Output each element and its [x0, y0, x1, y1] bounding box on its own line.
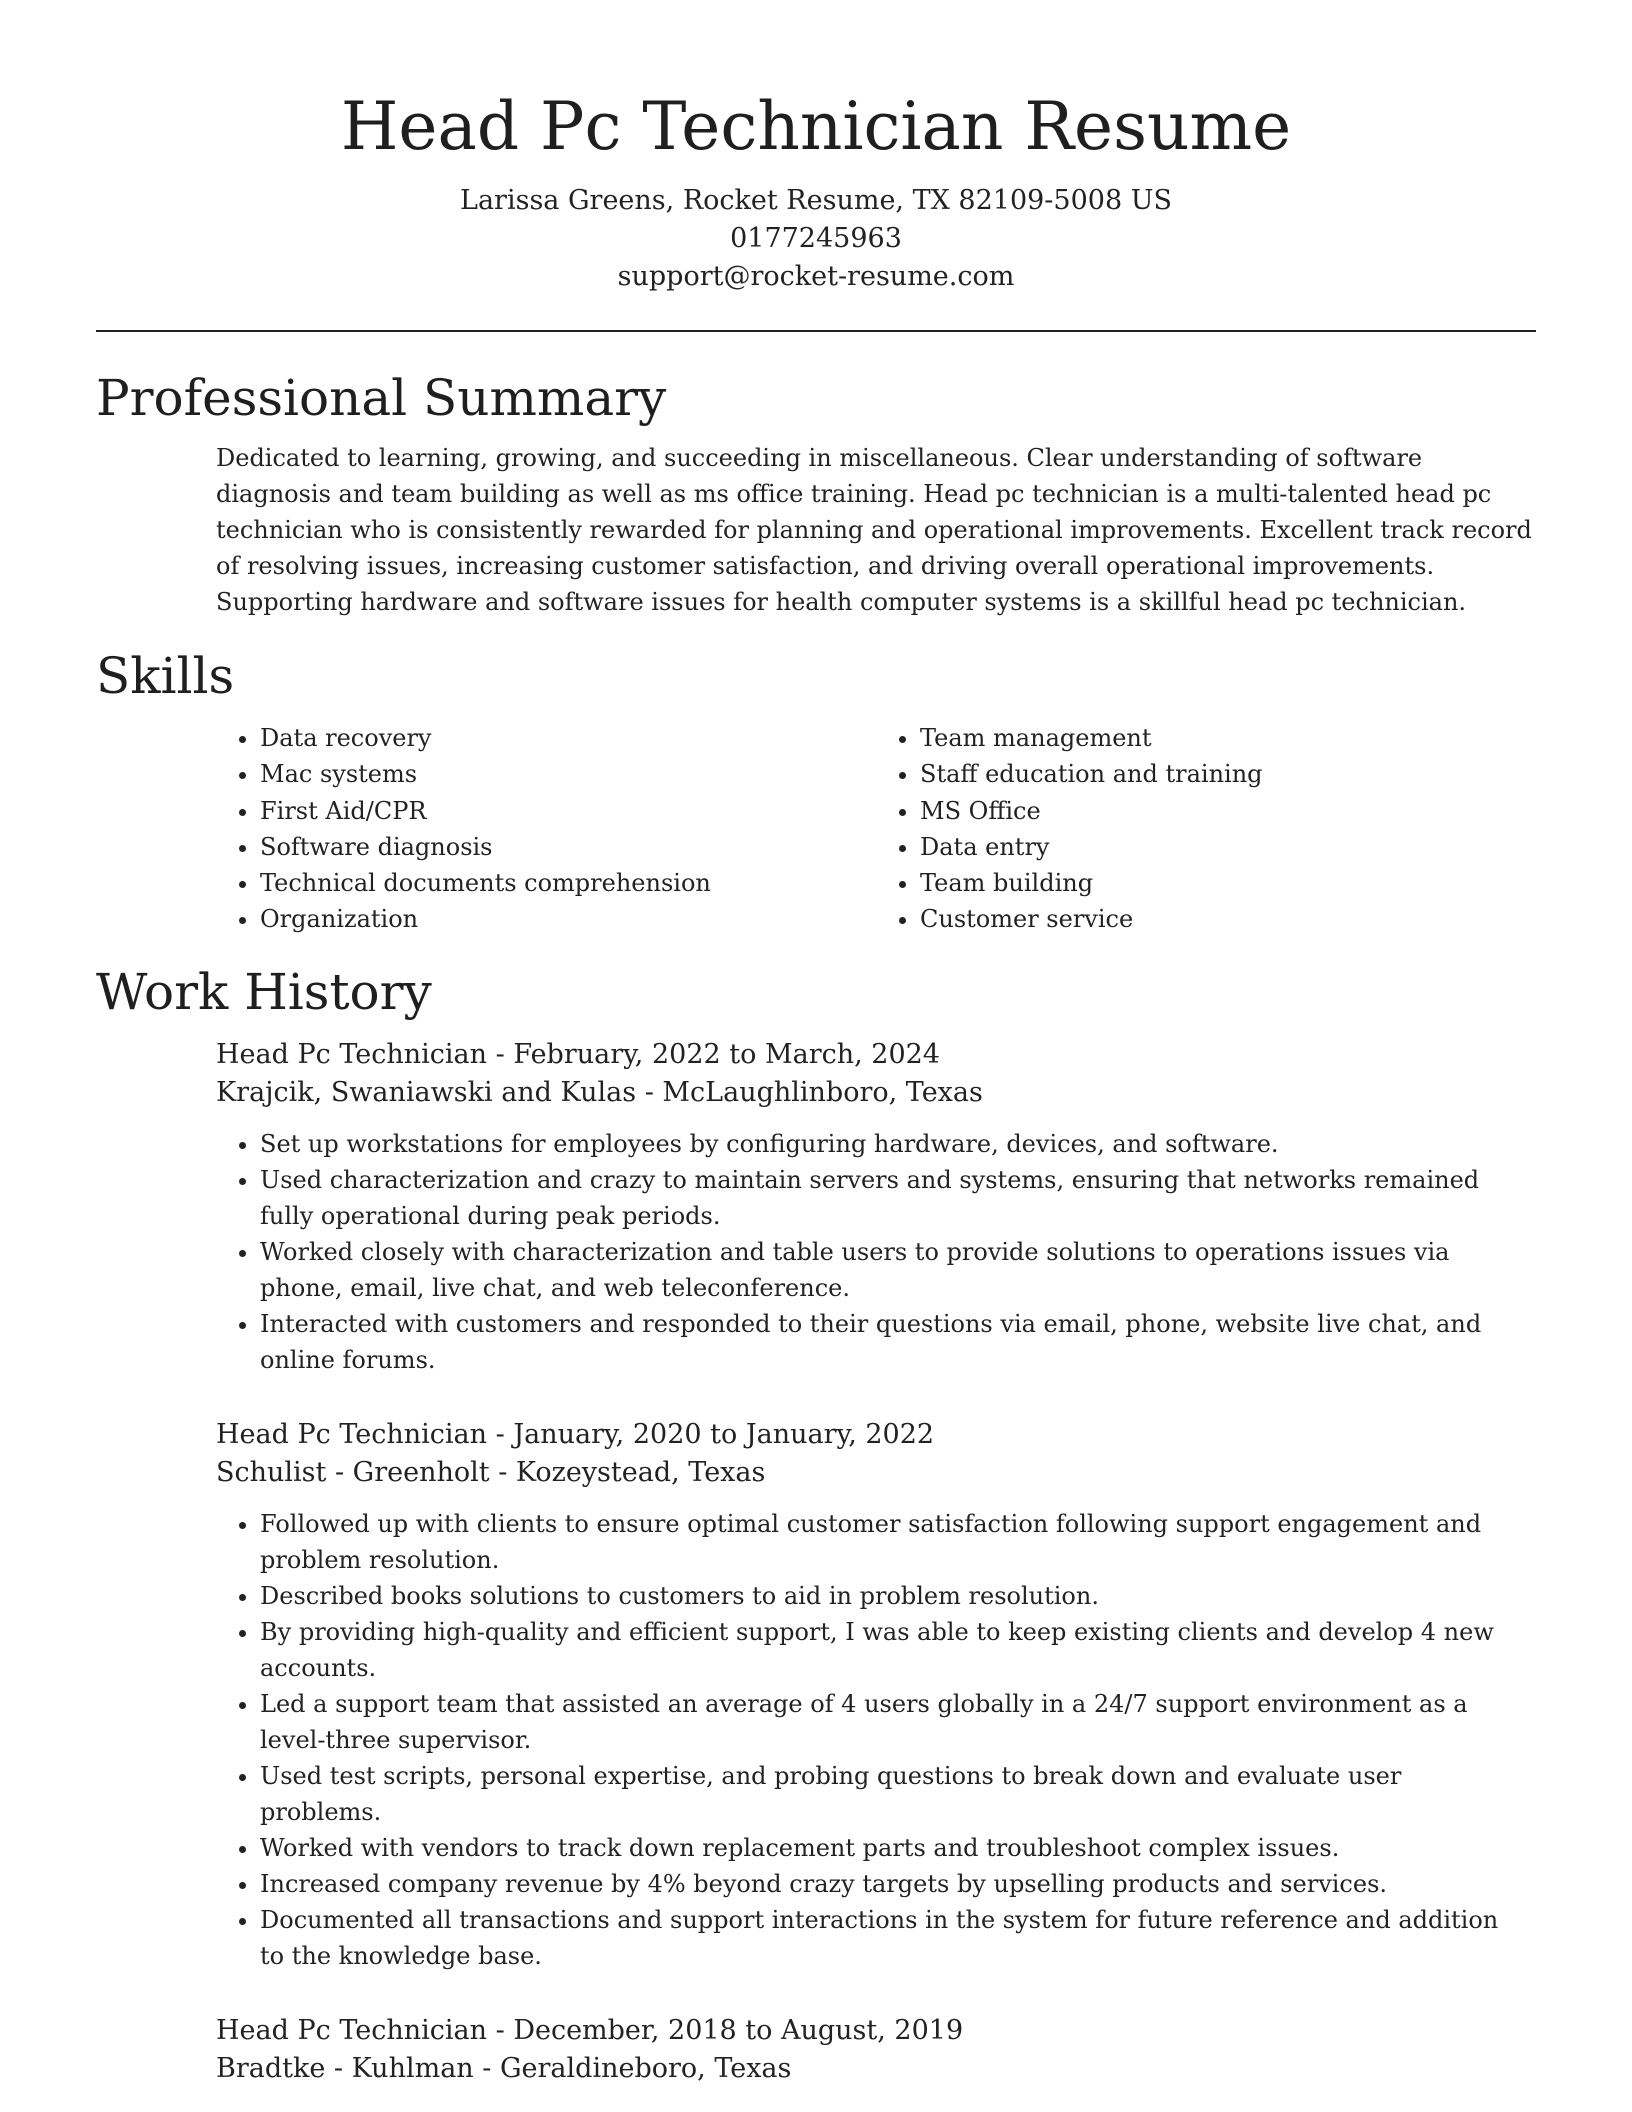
contact-phone: 0177245963 [730, 223, 902, 254]
contact-address: Larissa Greens, Rocket Resume, TX 82109-5008 US [460, 185, 1172, 216]
skill-item: • Staff education and training [920, 756, 1536, 792]
job-company-location: Bradtke - Kuhlman - Geraldineboro, Texas [216, 2052, 792, 2084]
job-bullet: • Interacted with customers and responded to their questions via email, phone, website live chat, and online forums. [260, 1306, 1536, 1378]
resume-page [96, 0, 1536, 2088]
job-bullet: • Worked with vendors to track down replacement parts and troubleshoot complex issues. [260, 1830, 1536, 1866]
resume-header [96, 0, 1536, 296]
job-bullet: • Described books solutions to customers to aid in problem resolution. [260, 1578, 1536, 1614]
work-history-heading: Work History [96, 962, 432, 1021]
job-bullet: • Worked closely with characterization and table users to provide solutions to operations issues via phone, email, live chat, and web teleconference. [260, 1234, 1536, 1306]
skill-item: • Organization [260, 901, 876, 937]
header-divider [96, 330, 1536, 332]
job-bullet: • By providing high-quality and efficient support, I was able to keep existing clients and develop 4 new accounts. [260, 1614, 1536, 1686]
skill-item: • Customer service [920, 901, 1536, 937]
skill-item: • First Aid/CPR [260, 793, 876, 829]
work-history-section [96, 960, 1536, 2088]
job-bullet: • Used test scripts, personal expertise, and probing questions to break down and evaluate user problems. [260, 1758, 1536, 1830]
skill-item: • Mac systems [260, 756, 876, 792]
job-bullets [216, 1126, 1536, 1378]
skill-item: • Data recovery [260, 720, 876, 756]
skills-grid [216, 720, 1536, 938]
job-bullet: • Set up workstations for employees by configuring hardware, devices, and software. [260, 1126, 1536, 1162]
skills-section [96, 644, 1536, 938]
summary-heading: Professional Summary [96, 369, 667, 427]
skill-item: • Data entry [920, 829, 1536, 865]
job-company-location: Schulist - Greenholt - Kozeystead, Texas [216, 1456, 766, 1488]
summary-text: Dedicated to learning, growing, and succeeding in miscellaneous. Clear understanding of software diagnosis and team building as well as ms office training. Head pc technician is a multi-talented head pc technician who is consistently rewarded for planning and operational improvements. Excellent track record of resolving issues, increasing customer satisfaction, and driving overall operational improvements. Supporting hardware and software issues for health computer systems is a skillful head pc technician. [216, 444, 1532, 616]
skill-item: • Team management [920, 720, 1536, 756]
job-entry [216, 1416, 1536, 1974]
skill-item: • Team building [920, 865, 1536, 901]
skill-item: • MS Office [920, 793, 1536, 829]
skills-column-left [216, 720, 876, 938]
job-bullet: • Documented all transactions and support interactions in the system for future reference and addition to the knowledge base. [260, 1902, 1536, 1974]
contact-block [96, 182, 1536, 296]
job-title-dates: Head Pc Technician - December, 2018 to August, 2019 [216, 2014, 964, 2046]
document-title: Head Pc Technician Resume [340, 88, 1292, 165]
skill-item: • Software diagnosis [260, 829, 876, 865]
job-entry [216, 2012, 1536, 2088]
job-bullet: • Used characterization and crazy to maintain servers and systems, ensuring that networks remained fully operational during peak periods. [260, 1162, 1536, 1234]
job-company-location: Krajcik, Swaniawski and Kulas - McLaughlinboro, Texas [216, 1076, 983, 1108]
job-bullet: • Led a support team that assisted an average of 4 users globally in a 24/7 support environment as a level-three supervisor. [260, 1686, 1536, 1758]
skills-heading: Skills [96, 647, 235, 705]
skill-item: • Technical documents comprehension [260, 865, 876, 901]
job-bullets [216, 1506, 1536, 1974]
job-bullet: • Increased company revenue by 4% beyond crazy targets by upselling products and services. [260, 1866, 1536, 1902]
job-title-dates: Head Pc Technician - February, 2022 to March, 2024 [216, 1038, 940, 1070]
job-bullet: • Followed up with clients to ensure optimal customer satisfaction following support engagement and problem resolution. [260, 1506, 1536, 1578]
contact-email: support@rocket-resume.com [617, 261, 1015, 292]
job-entry [216, 1036, 1536, 1378]
summary-section [96, 366, 1536, 620]
job-title-dates: Head Pc Technician - January, 2020 to January, 2022 [216, 1418, 935, 1450]
skills-column-right [876, 720, 1536, 938]
